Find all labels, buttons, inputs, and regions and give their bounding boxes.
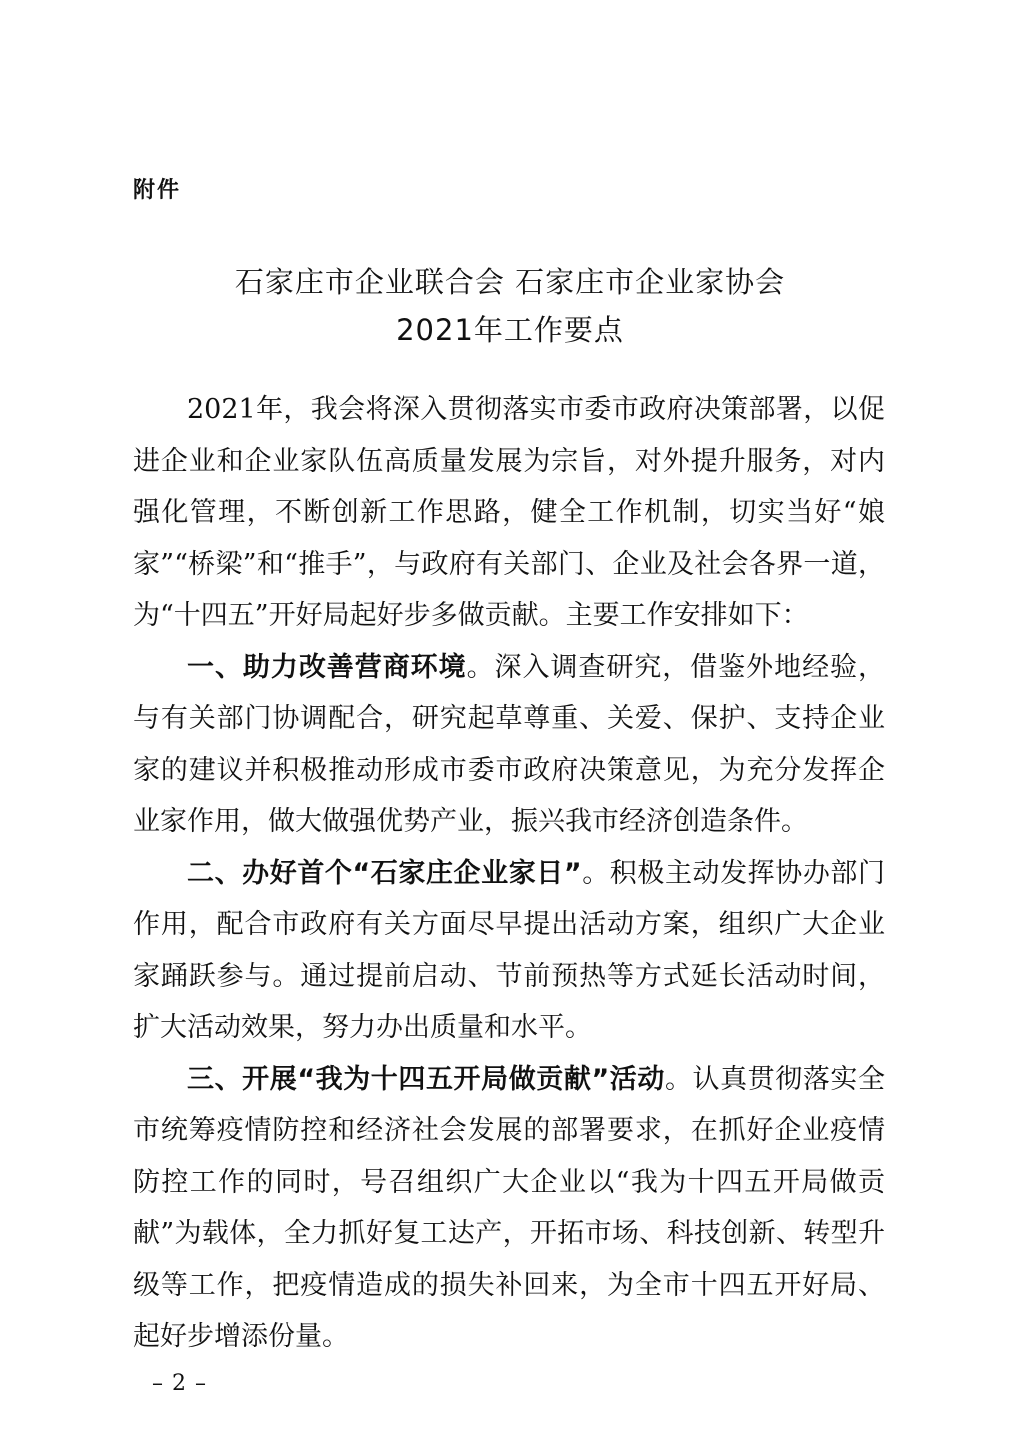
intro-paragraph: 2021年，我会将深入贯彻落实市委市政府决策部署，以促进企业和企业家队伍高质量发展为宗旨，对外提升服务，对内强化管理，不断创新工作思路，健全工作机制，切实当好“娘家”“桥梁”和“推手”，与政府有关部门、企业及社会各界一道，为“十四五”开好局起好步多做贡献。主要工作安排如下： [133,394,885,631]
section-heading-2: 二、办好首个“石家庄企业家日” [187,857,582,889]
document-title-line2: 2021年工作要点 [396,313,624,347]
page-number: – 2 – [152,1371,207,1396]
section-paragraph-1 [133,642,885,848]
attachment-label: 附件 [133,178,182,203]
section-text-3: 。认真贯彻落实全市统筹疫情防控和经济社会发展的部署要求，在抓好企业疫情防控工作的同时，号召组织广大企业以“我为十四五开局做贡献”为载体，全力抓好复工达产，开拓市场、科技创新、转型升级等工作，把疫情造成的损失补回来，为全市十四五开好局、起好步增添份量。 [133,1063,885,1352]
section-heading-3: 三、开展“我为十四五开局做贡献”活动 [187,1063,665,1095]
section-paragraph-2 [133,848,885,1054]
document-title-line1: 石家庄市企业联合会 石家庄市企业家协会 [234,265,786,299]
document-body [133,384,885,1363]
section-text-2: 。积极主动发挥协办部门作用，配合市政府有关方面尽早提出活动方案，组织广大企业家踊跃参与。通过提前启动、节前预热等方式延长活动时间，扩大活动效果，努力办出质量和水平。 [133,857,886,1043]
section-heading-1: 一、助力改善营商环境 [187,651,467,683]
section-paragraph-3 [133,1054,885,1363]
section-text-1: 。深入调查研究，借鉴外地经验，与有关部门协调配合，研究起草尊重、关爱、保护、支持企业家的建议并积极推动形成市委市政府决策意见，为充分发挥企业家作用，做大做强优势产业，振兴我市经济创造条件。 [133,651,886,837]
